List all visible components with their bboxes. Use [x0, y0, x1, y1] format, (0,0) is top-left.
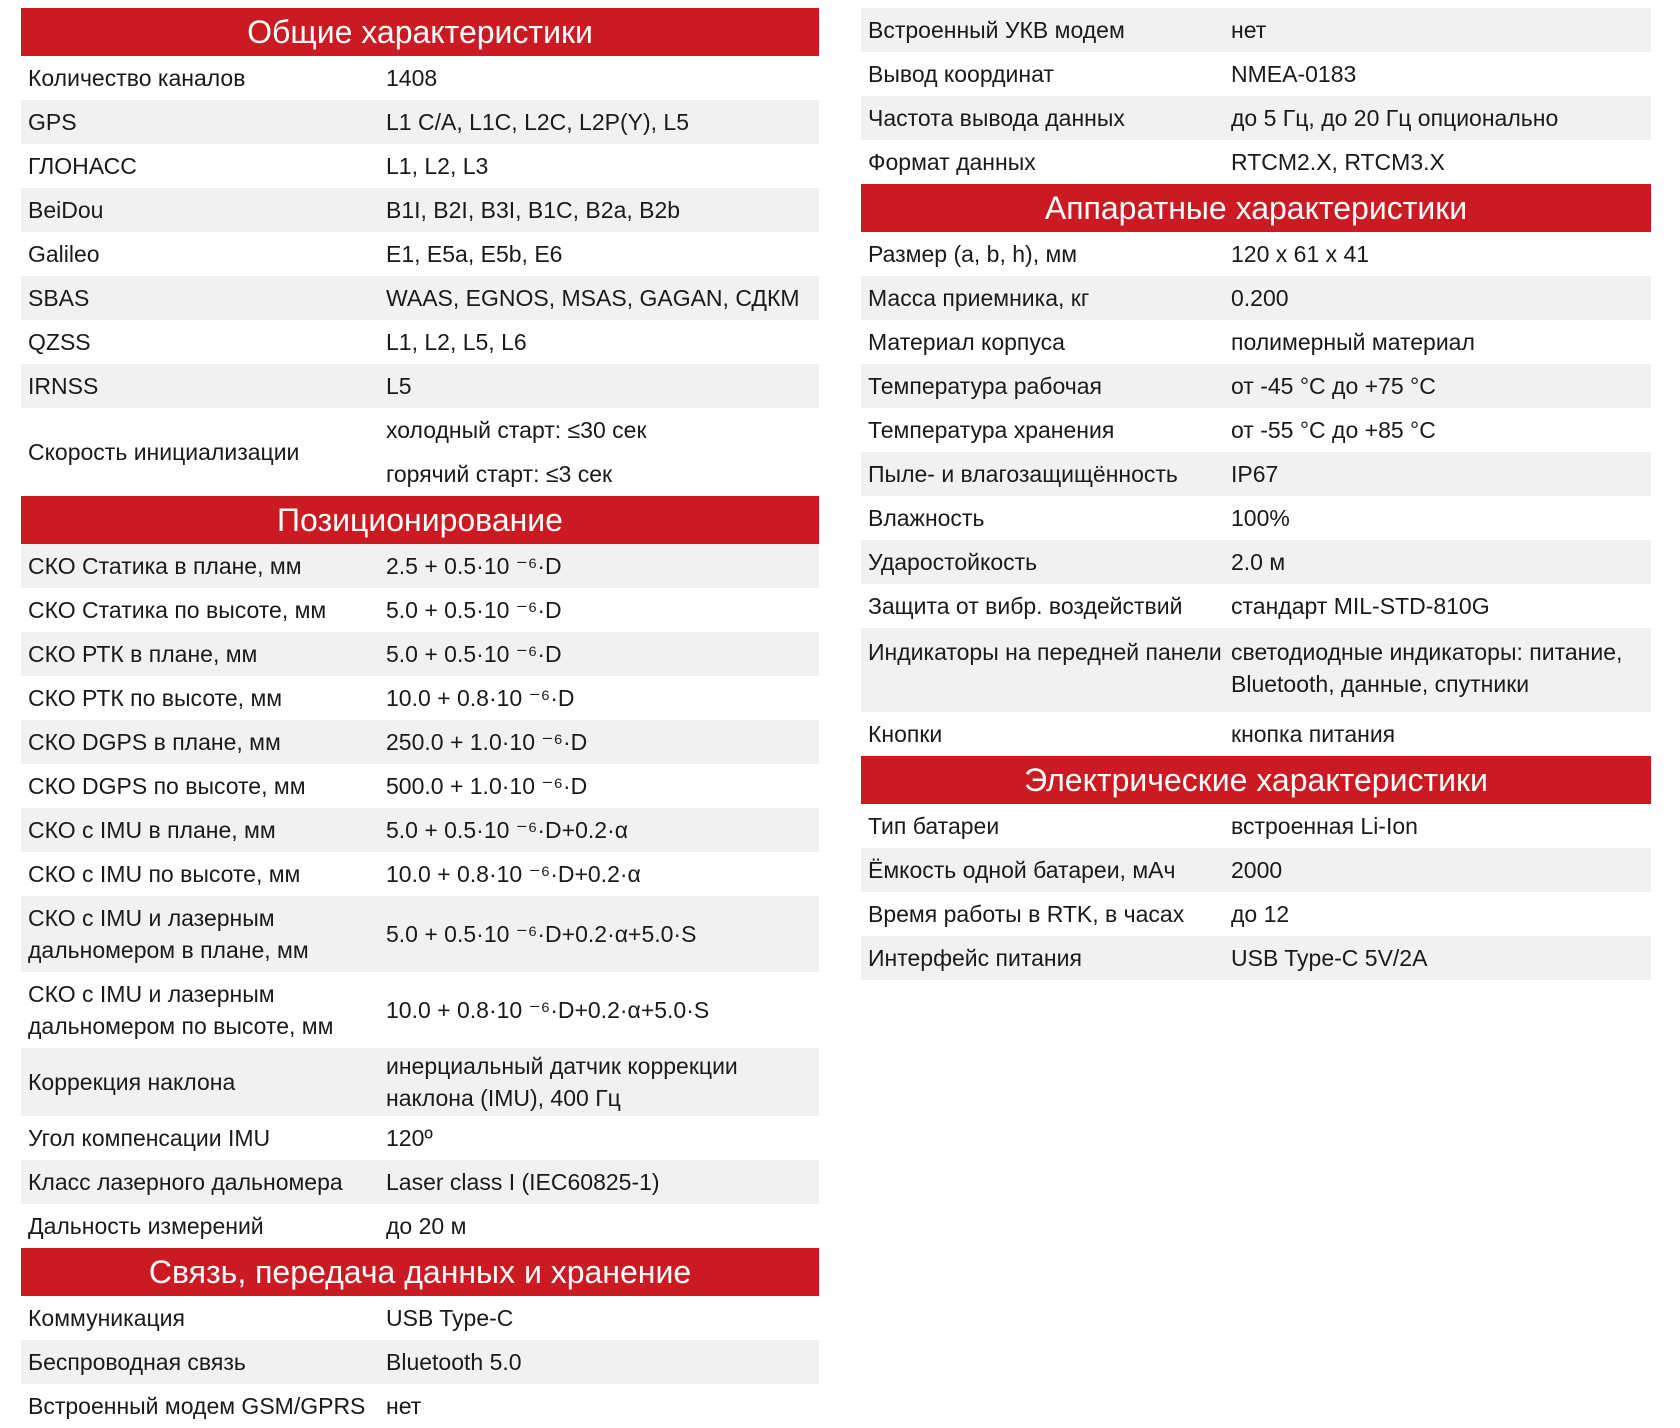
- spec-value: 120º: [386, 1124, 433, 1151]
- spec-label: Беспроводная связь: [28, 1348, 246, 1375]
- spec-row: [861, 408, 1651, 452]
- spec-label: GPS: [28, 108, 77, 135]
- spec-label: IRNSS: [28, 372, 99, 399]
- spec-value: 10.0 + 0.8·10 ⁻⁶·D+0.2·α: [386, 860, 641, 887]
- spec-row: [861, 936, 1651, 980]
- spec-label: Скорость инициализации: [28, 438, 300, 465]
- spec-label: Размер (a, b, h), мм: [868, 240, 1078, 267]
- spec-row: [861, 8, 1651, 52]
- spec-value: WAAS, EGNOS, MSAS, GAGAN, СДКМ: [386, 284, 800, 311]
- spec-value: 2.0 м: [1231, 548, 1286, 575]
- spec-row: [21, 720, 819, 764]
- spec-row: [21, 1296, 819, 1340]
- spec-label: Ударостойкость: [868, 548, 1038, 575]
- hardware-specs-table: [861, 232, 1651, 756]
- spec-label: Встроенный модем GSM/GPRS: [28, 1392, 366, 1419]
- spec-row: [21, 676, 819, 720]
- spec-label: Встроенный УКВ модем: [868, 16, 1125, 43]
- spec-value: Bluetooth 5.0: [386, 1348, 522, 1375]
- spec-value: до 12: [1231, 900, 1290, 927]
- spec-value: полимерный материал: [1231, 328, 1475, 355]
- spec-row: [861, 804, 1651, 848]
- spec-label: СКО Статика в плане, мм: [28, 552, 302, 579]
- section-header-positioning: Позиционирование: [21, 496, 819, 544]
- spec-row: [21, 232, 819, 276]
- right-column: [861, 8, 1651, 980]
- spec-label: Интерфейс питания: [868, 944, 1082, 971]
- spec-value: 10.0 + 0.8·10 ⁻⁶·D+0.2·α+5.0·S: [386, 997, 710, 1023]
- spec-value: стандарт MIL-STD-810G: [1231, 592, 1490, 619]
- spec-value: RTCM2.X, RTCM3.X: [1231, 148, 1445, 175]
- electrical-specs-table: [861, 804, 1651, 980]
- spec-value: B1I, B2I, B3I, B1C, B2a, B2b: [386, 196, 681, 223]
- spec-label: СКО с IMU по высоте, мм: [28, 860, 301, 887]
- spec-row: [861, 452, 1651, 496]
- spec-label: Класс лазерного дальномера: [28, 1168, 343, 1195]
- spec-label: Частота вывода данных: [868, 104, 1125, 131]
- spec-label: Дальность измерений: [28, 1212, 264, 1239]
- spec-label: Galileo: [28, 240, 100, 267]
- spec-row: [21, 276, 819, 320]
- spec-value: от -45 °С до +75 °С: [1231, 372, 1436, 399]
- spec-label: СКО РТК в плане, мм: [28, 640, 258, 667]
- spec-value: от -55 °С до +85 °С: [1231, 416, 1436, 443]
- spec-label: СКО с IMU и лазерным дальномером по высоте, мм: [28, 981, 334, 1039]
- spec-value: нет: [1231, 16, 1267, 43]
- spec-row: [861, 584, 1651, 628]
- spec-label: Пыле- и влагозащищённость: [868, 460, 1178, 487]
- spec-row: [21, 1340, 819, 1384]
- spec-row: [861, 364, 1651, 408]
- spec-row: [21, 764, 819, 808]
- spec-label: Температура хранения: [868, 416, 1115, 443]
- spec-row: [21, 144, 819, 188]
- section-header-electrical: Электрические характеристики: [861, 756, 1651, 804]
- spec-value: 2.5 + 0.5·10 ⁻⁶·D: [386, 552, 562, 579]
- spec-value: 0.200: [1231, 284, 1289, 311]
- spec-value: 100%: [1231, 504, 1290, 531]
- spec-value: встроенная Li-Ion: [1231, 812, 1418, 839]
- spec-row: [861, 232, 1651, 276]
- spec-row: [861, 96, 1651, 140]
- spec-value: [386, 408, 819, 496]
- spec-label: Формат данных: [868, 148, 1036, 175]
- spec-row: [861, 52, 1651, 96]
- spec-value: кнопка питания: [1231, 720, 1396, 747]
- spec-row: [21, 632, 819, 676]
- spec-label: Индикаторы на передней панели: [868, 639, 1222, 665]
- spec-label: Влажность: [868, 504, 985, 531]
- spec-label: Ёмкость одной батареи, мАч: [868, 856, 1176, 883]
- spec-label: Время работы в RTK, в часах: [868, 900, 1185, 927]
- spec-value: L5: [386, 372, 412, 399]
- spec-row: [861, 892, 1651, 936]
- spec-label: Коммуникация: [28, 1304, 185, 1331]
- spec-row: [21, 896, 819, 972]
- comms-cont-specs-table: [861, 8, 1651, 184]
- spec-value: 5.0 + 0.5·10 ⁻⁶·D+0.2·α+5.0·S: [386, 921, 697, 947]
- spec-value: Laser class I (IEC60825-1): [386, 1168, 660, 1195]
- spec-row: [21, 1384, 819, 1428]
- spec-row: [21, 188, 819, 232]
- spec-value: 5.0 + 0.5·10 ⁻⁶·D: [386, 640, 562, 667]
- spec-label: Угол компенсации IMU: [28, 1124, 271, 1151]
- spec-row: [21, 588, 819, 632]
- spec-label: Количество каналов: [28, 64, 246, 91]
- spec-value: 250.0 + 1.0·10 ⁻⁶·D: [386, 728, 588, 755]
- spec-row: [21, 972, 819, 1048]
- spec-label: Тип батареи: [868, 812, 1000, 839]
- spec-value: до 20 м: [386, 1212, 467, 1239]
- spec-row: [861, 496, 1651, 540]
- spec-value: NMEA-0183: [1231, 60, 1357, 87]
- spec-label: Температура рабочая: [868, 372, 1102, 399]
- spec-label: Защита от вибр. воздействий: [868, 592, 1183, 619]
- spec-value: USB Type-C: [386, 1304, 514, 1331]
- spec-value: инерциальный датчик коррекции наклона (IMU), 400 Гц: [386, 1053, 738, 1111]
- spec-row: [21, 1116, 819, 1160]
- spec-row-init-speed: [21, 408, 819, 496]
- spec-value: 10.0 + 0.8·10 ⁻⁶·D: [386, 684, 575, 711]
- spec-value: E1, E5a, E5b, E6: [386, 240, 563, 267]
- spec-label: SBAS: [28, 284, 90, 311]
- spec-label: Коррекция наклона: [28, 1069, 236, 1095]
- spec-value: 1408: [386, 64, 438, 91]
- spec-row: [21, 852, 819, 896]
- spec-value: 2000: [1231, 856, 1283, 883]
- section-header-comms: Связь, передача данных и хранение: [21, 1248, 819, 1296]
- spec-row: [21, 56, 819, 100]
- left-column: [21, 8, 819, 1428]
- spec-label: СКО DGPS по высоте, мм: [28, 772, 306, 799]
- spec-label: Материал корпуса: [868, 328, 1065, 355]
- spec-row: [21, 364, 819, 408]
- spec-row: [861, 540, 1651, 584]
- spec-label: СКО DGPS в плане, мм: [28, 728, 281, 755]
- spec-row: [21, 100, 819, 144]
- spec-row: [861, 628, 1651, 712]
- spec-row: [21, 1048, 819, 1116]
- spec-row: [21, 544, 819, 588]
- spec-label: QZSS: [28, 328, 91, 355]
- hot-start-value: горячий старт: ≤3 сек: [386, 461, 613, 487]
- spec-value: USB Type-C 5V/2A: [1231, 944, 1428, 971]
- spec-label: ГЛОНАСС: [28, 152, 137, 179]
- section-header-general: Общие характеристики: [21, 8, 819, 56]
- spec-row: [861, 320, 1651, 364]
- spec-row: [21, 808, 819, 852]
- spec-value: 5.0 + 0.5·10 ⁻⁶·D: [386, 596, 562, 623]
- spec-row: [861, 712, 1651, 756]
- comms-specs-table: [21, 1296, 819, 1428]
- spec-value: 5.0 + 0.5·10 ⁻⁶·D+0.2·α: [386, 816, 629, 843]
- spec-label: Масса приемника, кг: [868, 284, 1090, 311]
- spec-value: нет: [386, 1392, 422, 1419]
- spec-label: Кнопки: [868, 720, 943, 747]
- spec-label: BeiDou: [28, 196, 104, 223]
- spec-value: L1, L2, L3: [386, 152, 489, 179]
- spec-label: СКО с IMU и лазерным дальномером в плане, мм: [28, 905, 309, 963]
- spec-label: СКО Статика по высоте, мм: [28, 596, 327, 623]
- spec-row: [21, 1204, 819, 1248]
- spec-label: Вывод координат: [868, 60, 1054, 87]
- spec-row: [861, 276, 1651, 320]
- spec-value: 120 x 61 x 41: [1231, 240, 1370, 267]
- spec-row: [861, 848, 1651, 892]
- general-specs-table: [21, 56, 819, 496]
- spec-value: 500.0 + 1.0·10 ⁻⁶·D: [386, 772, 588, 799]
- spec-label: СКО с IMU в плане, мм: [28, 816, 276, 843]
- positioning-specs-table: [21, 544, 819, 1248]
- spec-value: L1 C/A, L1C, L2C, L2P(Y), L5: [386, 108, 689, 135]
- spec-row: [21, 320, 819, 364]
- section-header-hardware: Аппаратные характеристики: [861, 184, 1651, 232]
- spec-row: [861, 140, 1651, 184]
- cold-start-value: холодный старт: ≤30 сек: [386, 417, 647, 443]
- spec-label: СКО РТК по высоте, мм: [28, 684, 283, 711]
- spec-row: [21, 1160, 819, 1204]
- spec-value: IP67: [1231, 460, 1279, 487]
- spec-value: до 5 Гц, до 20 Гц опционально: [1231, 104, 1559, 131]
- spec-value: светодиодные индикаторы: питание, Bluetooth, данные, спутники: [1231, 639, 1623, 697]
- spec-value: L1, L2, L5, L6: [386, 328, 527, 355]
